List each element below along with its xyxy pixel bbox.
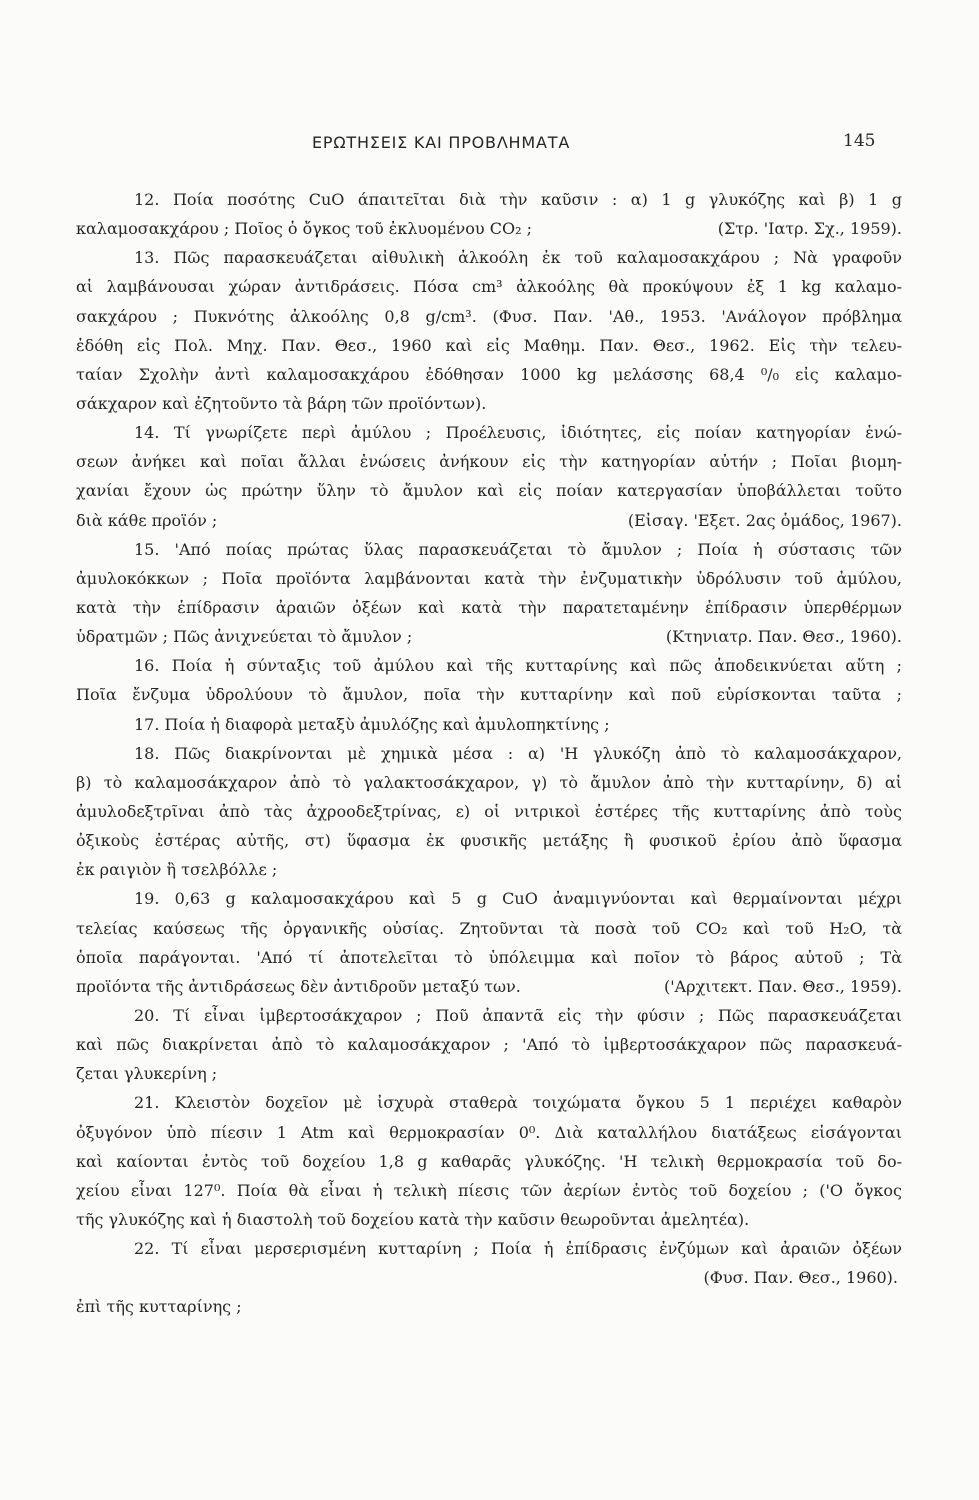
text-line: 22. Τί εἶναι μερσερισμένη κυτταρίνη ; Ποία ἡ ἐπίδρασις ἐνζύμων καὶ ἀραιῶν ὀξέων (134, 1239, 902, 1259)
line-text: καλαμοσακχάρου ; Ποῖος ὁ ὄγκος τοῦ ἐκλυομένου CO₂ ; (76, 219, 532, 239)
citation: (Εἰσαγ. 'Εξετ. 2ας ὁμάδος, 1967). (627, 510, 902, 530)
text-line: τελείας καύσεως τῆς ὀργανικῆς οὐσίας. Ζητοῦνται τὰ ποσὰ τοῦ CO₂ καὶ τοῦ H₂O, τὰ (76, 918, 902, 938)
citation: (Στρ. 'Ιατρ. Σχ., 1959). (717, 219, 902, 239)
text-line: ταίαν Σχολὴν ἀντὶ καλαμοσακχάρου ἐδόθησαν 1000 kg μελάσσης 68,4 ⁰/₀ εἰς καλαμο- (76, 364, 902, 384)
text-line: αἱ λαμβάνουσαι χώραν ἀντιδράσεις. Πόσα cm³ ἀλκοόλης θὰ προκύψουν ἐξ 1 kg καλαμο- (76, 277, 902, 297)
text-line: ἐκ ραιγιὸν ἢ τσελβόλλε ; (76, 860, 278, 880)
text-line (76, 972, 902, 1001)
text-line: ζεται γλυκερίνη ; (76, 1064, 218, 1084)
text-line: 12. Ποία ποσότης CuO άπαιτεῖται διὰ τὴν καῦσιν : α) 1 g γλυκόζης καὶ β) 1 g (134, 190, 902, 209)
text-line: χείου εἶναι 127⁰. Ποία θὰ εἶναι ἡ τελικὴ πίεσις τῶν ἀερίων ἐντὸς τοῦ δοχείου ; ('Ο ὄγκος (76, 1180, 902, 1200)
text-line: χανίαι ἔχουν ὡς πρώτην ὕλην τὸ ἄμυλον καὶ εἰς ποίαν κατεργασίαν ὑποβάλλεται τοῦτο (76, 481, 902, 501)
text-line: Ποῖα ἔνζυμα ὑδρολύουν τὸ ἄμυλον, ποῖα τὴν κυτταρίνην καὶ ποῦ εὑρίσκονται ταῦτα ; (76, 685, 902, 705)
text-line: ἀμυλοδεξτρῖναι ἀπὸ τὰς ἀχροοδεξτρίνας, ε) οἱ νιτρικοὶ ἐστέρες τῆς κυτταρίνης ἀπὸ τοὺς (76, 801, 902, 821)
text-line: ἐδόθη εἰς Πολ. Μηχ. Παν. Θεσ., 1960 καὶ εἰς Μαθημ. Παν. Θεσ., 1962. Εἰς τὴν τελευ- (76, 335, 902, 355)
text-line: ὀξικοὺς ἐστέρας αὐτῆς, στ) ὕφασμα ἐκ φυσικῆς μετάξης ἢ φυσικοῦ ἐρίου ἀπὸ ὕφασμα (76, 831, 902, 851)
page-number: 145 (843, 131, 876, 151)
text-line: ἐπὶ τῆς κυτταρίνης ; (76, 1297, 242, 1317)
line-text: διὰ κάθε προϊόν ; (76, 510, 218, 530)
text-line: ὁποῖα παράγονται. 'Από τί ἀποτελεῖται τὸ ὑπόλειμμα καὶ ποῖον τὸ βάρος αὐτοῦ ; Τὰ (76, 947, 902, 967)
text-line: καὶ καίονται ἐντὸς τοῦ δοχείου 1,8 g καθαρᾶς γλυκόζης. 'Η τελικὴ θερμοκρασία τοῦ δο- (76, 1151, 902, 1171)
text-line: 13. Πῶς παρασκευάζεται αἰθυλικὴ ἀλκοόλη ἐκ τοῦ καλαμοσακχάρου ; Νὰ γραφοῦν (134, 248, 902, 268)
text-line: 14. Τί γνωρίζετε περὶ ἀμύλου ; Προέλευσις, ἰδιότητες, εἰς ποίαν κατηγορίαν ἑνώ- (134, 423, 902, 443)
running-title: ΕΡΩΤΗΣΕΙΣ ΚΑΙ ΠΡΟΒΛΗΜΑΤΑ (312, 133, 571, 152)
text-line (76, 214, 902, 243)
citation: (Φυσ. Παν. Θεσ., 1960). (703, 1268, 898, 1288)
text-line: 15. 'Από ποίας πρώτας ὕλας παρασκευάζεται τὸ ἄμυλον ; Ποία ἡ σύστασις τῶν (134, 539, 902, 559)
text-line: ἀμυλοκόκκων ; Ποῖα προϊόντα λαμβάνονται κατὰ τὴν ἐνζυματικὴν ὑδρόλυσιν τοῦ ἀμύλου, (76, 568, 902, 588)
text-line: 18. Πῶς διακρίνονται μὲ χημικὰ μέσα : α) 'Η γλυκόζη ἀπὸ τὸ καλαμοσάκχαρον, (134, 743, 902, 763)
text-line (76, 622, 902, 651)
text-line: 20. Τί εἶναι ἰμβερτοσάκχαρον ; Ποῦ ἀπαντᾶ εἰς τὴν φύσιν ; Πῶς παρασκευάζεται (134, 1005, 902, 1025)
text-line: ὀξυγόνον ὑπὸ πίεσιν 1 Atm καὶ θερμοκρασίαν 0⁰. Διὰ καταλλήλου διατάξεως εἰσάγονται (76, 1122, 902, 1142)
citation: ('Αρχιτεκτ. Παν. Θεσ., 1959). (663, 976, 902, 996)
text-line: καὶ πῶς διακρίνεται ἀπὸ τὸ καλαμοσάκχαρον ; 'Από τὸ ἰμβερτοσάκχαρον πῶς παρασκευά- (76, 1035, 902, 1055)
text-line: σεων ἀνήκει καὶ ποῖαι ἄλλαι ἑνώσεις ἀνήκουν εἰς τὴν κατηγορίαν αὐτήν ; Ποῖαι βιομη- (76, 452, 902, 472)
line-text: ὑδρατμῶν ; Πῶς ἀνιχνεύεται τὸ ἄμυλον ; (76, 627, 413, 647)
text-line: 21. Κλειστὸν δοχεῖον μὲ ἰσχυρὰ σταθερὰ τοιχώματα ὄγκου 5 1 περιέχει καθαρὸν (134, 1093, 902, 1113)
text-line: σακχάρου ; Πυκνότης ἀλκοόλης 0,8 g/cm³. (Φυσ. Παν. 'Αθ., 1953. 'Ανάλογον πρόβλημα (76, 306, 902, 326)
text-line: σάκχαρον καὶ ἐζητοῦντο τὰ βάρη τῶν προϊόντων). (76, 393, 487, 413)
text-line: κατὰ τὴν ἐπίδρασιν ἀραιῶν ὀξέων καὶ κατὰ τὴν παρατεταμένην ἐπίδρασιν ὑπερθέρμων (76, 597, 902, 617)
text-line (76, 506, 902, 535)
text-line: 17. Ποία ἡ διαφορὰ μεταξὺ ἀμυλόζης καὶ ἀμυλοπηκτίνης ; (134, 714, 610, 734)
text-line: τῆς γλυκόζης καὶ ἡ διαστολὴ τοῦ δοχείου κατὰ τὴν καῦσιν θεωροῦνται ἀμελητέα). (76, 1209, 750, 1229)
text-line: 19. 0,63 g καλαμοσακχάρου καὶ 5 g CuO ἀναμιγνύονται καὶ θερμαίνονται μέχρι (134, 889, 902, 909)
line-text: προϊόντα τῆς ἀντιδράσεως δὲν ἀντιδροῦν μεταξύ των. (76, 976, 521, 996)
text-line (76, 1263, 902, 1292)
text-line: β) τὸ καλαμοσάκχαρον ἀπὸ τὸ γαλακτοσάκχαρον, γ) τὸ ἄμυλον ἀπὸ τὴν κυτταρίνην, δ) αἱ (76, 772, 902, 792)
text-line: 16. Ποία ἡ σύνταξις τοῦ ἀμύλου καὶ τῆς κυτταρίνης καὶ πῶς ἀποδεικνύεται αὕτη ; (134, 656, 902, 676)
citation: (Κτηνιατρ. Παν. Θεσ., 1960). (665, 627, 902, 647)
questions-text (76, 185, 902, 1321)
page-header (0, 133, 979, 157)
